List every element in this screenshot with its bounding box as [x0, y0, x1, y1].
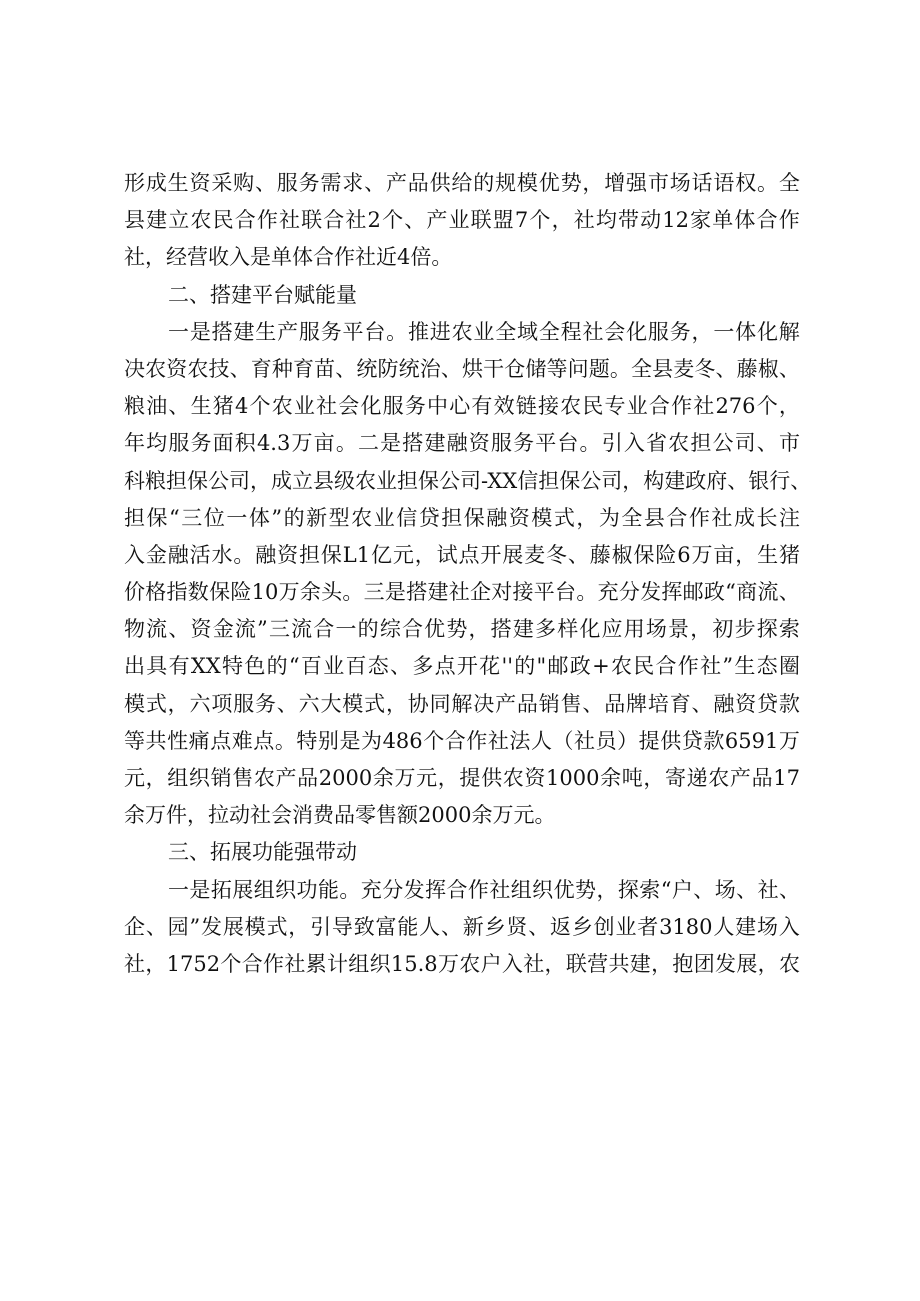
text-line: 决 农 资 农 技 、 育 种 育 苗 、 统 防 统 治 、 烘 干 仓 储 等 问 题 。 全 县 麦 冬 、 藤 椒 、	[124, 356, 800, 381]
text-line: 出 具 有 XX 特 色 的 “ 百 业 百 态 、 多 点 开 花 '' 的 " 邮 政 + 农 民 合 作 社 ” 生 态 圈	[124, 654, 800, 679]
text-line: 一 是 搭 建 生 产 服 务 平 台 。 推 进 农 业 全 域 全 程 社 会 化 服 务 ， 一 体 化 解	[168, 319, 800, 344]
text-line: 余万件，拉动社会消费品零售额2000余万元。	[124, 803, 556, 828]
text-line: 担 保 “ 三 位 一 体 ” 的 新 型 农 业 信 贷 担 保 融 资 模 式 ， 为 全 县 合 作 社 成 长 注	[124, 505, 800, 530]
text-line: 入 金 融 活 水 。 融 资 担 保 L1 亿 元 ， 试 点 开 展 麦 冬 、 藤 椒 保 险 6 万 亩 ， 生 猪	[124, 542, 800, 567]
text-line: 等 共 性 痛 点 难 点 。 特 别 是 为 486 个 合 作 社 法 人 （ 社 员 ） 提 供 贷 款 6591 万	[124, 728, 800, 753]
text-line: 物 流 、 资 金 流 ” 三 流 合 一 的 综 合 优 势 ， 搭 建 多 样 化 应 用 场 景 ， 初 步 探 索	[124, 617, 800, 642]
text-line: 元 ， 组 织 销 售 农 产 品 2000 余 万 元 ， 提 供 农 资 1000 余 吨 ， 寄 递 农 产 品 17	[124, 766, 800, 790]
text-line: 形 成 生 资 采 购 、 服 务 需 求 、 产 品 供 给 的 规 模 优 势 ， 增 强 市 场 话 语 权 。 全	[124, 171, 800, 195]
text-line: 县 建 立 农 民 合 作 社 联 合 社 2 个 、 产 业 联 盟 7 个 ， 社 均 带 动 12 家 单 体 合 作	[124, 208, 800, 233]
text-line: 科 粮 担 保 公 司 ， 成 立 县 级 农 业 担 保 公 司 -XX 信 担 保 公 司 ， 构 建 政 府 、 银 行 、	[124, 468, 812, 493]
text-line: 年 均 服 务 面 积 4.3 万 亩 。 二 是 搭 建 融 资 服 务 平 台 。 引 入 省 农 担 公 司 、 市	[124, 431, 800, 456]
text-line: 价 格 指 数 保 险 10 万 余 头 。 三 是 搭 建 社 企 对 接 平 台 。 充 分 发 挥 邮 政 “ 商 流 、	[124, 580, 800, 605]
text-line: 社 ， 1752 个 合 作 社 累 计 组 织 15.8 万 农 户 入 社 ， 联 营 共 建 ， 抱 团 发 展 ， 农	[124, 951, 800, 976]
text-line: 模 式 ， 六 项 服 务 、 六 大 模 式 ， 协 同 解 决 产 品 销 售 、 品 牌 培 育 、 融 资 贷 款	[124, 691, 800, 716]
text-line: 三、拓展功能强带动	[168, 840, 357, 865]
text-line: 社，经营收入是单体合作社近4倍。	[124, 245, 453, 270]
text-line: 二、搭建平台赋能量	[168, 282, 357, 307]
text-line: 粮 油 、 生 猪 4 个 农 业 社 会 化 服 务 中 心 有 效 链 接 农 民 专 业 合 作 社 276 个 ，	[124, 394, 800, 419]
text-line: 一 是 拓 展 组 织 功 能 。 充 分 发 挥 合 作 社 组 织 优 势 ， 探 索 “ 户 、 场 、 社 、	[168, 877, 800, 902]
text-line: 企 、 园 ” 发 展 模 式 ， 引 导 致 富 能 人 、 新 乡 贤 、 返 乡 创 业 者 3180 人 建 场 入	[124, 914, 800, 939]
document-body	[124, 165, 812, 983]
